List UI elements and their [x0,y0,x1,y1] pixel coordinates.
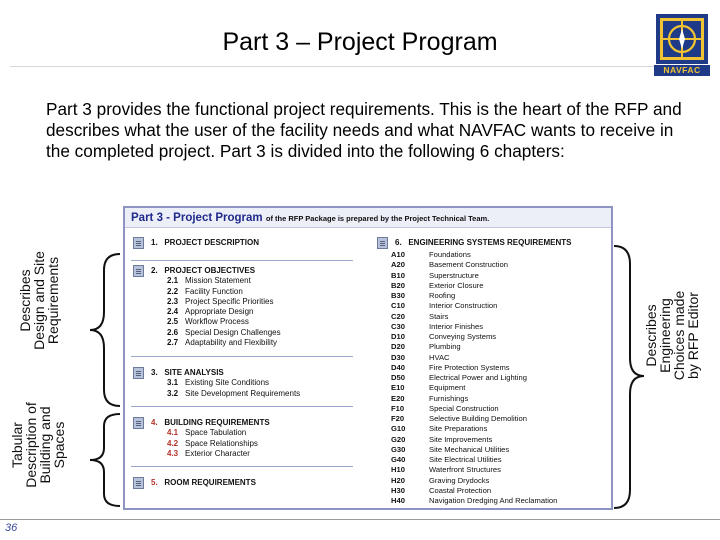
list-item: 2.7 Adaptability and Flexibility [167,338,278,348]
list-item [391,260,557,270]
list-item [391,383,557,393]
system-label: Coastal Protection [429,485,492,495]
system-label: Site Mechanical Utilities [429,444,510,454]
system-code: H20 [391,475,405,485]
system-label: Basement Construction [429,260,508,270]
list-item [391,271,557,281]
system-label: Graving Drydocks [429,475,490,485]
intro-paragraph: Part 3 provides the functional project requirements. This is the heart of the RFP and describes what the user of the facility needs and what NAVFAC wants to receive in the completed project. Part 3 is divided into the following 6 chapters: [46,99,682,161]
system-label: Conveying Systems [429,332,497,341]
system-label: Interior Construction [429,301,498,311]
list-item [391,281,557,291]
system-label: HVAC [429,352,450,362]
footer-divider [0,519,720,520]
system-code: A10 [391,250,405,259]
chapter-5: 5. ROOM REQUIREMENTS [131,478,256,488]
document-icon [133,237,144,249]
system-code: A20 [391,260,405,270]
system-code: G10 [391,424,406,434]
system-code: C30 [391,321,405,331]
document-icon [133,477,144,489]
chapter-divider [131,356,353,357]
list-item [391,332,557,342]
chapter-divider [131,466,353,467]
system-label: Interior Finishes [429,321,484,331]
system-code: C20 [391,311,405,321]
slide-title: Part 3 – Project Program [222,28,498,56]
right-brace [608,242,648,512]
list-item [391,342,557,352]
list-item: 4.2 Space Relationships [167,438,258,448]
system-label: Furnishings [429,393,469,403]
figure-header [125,208,611,228]
list-item [391,445,557,455]
chapter-1: 1. PROJECT DESCRIPTION [131,238,259,248]
system-code: D50 [391,373,405,382]
side-label-design-site: Describes Design and Site Requirements [17,251,61,350]
list-item [391,363,557,373]
list-item: 2.2 Facility Function [167,286,243,296]
page-number: 36 [5,522,18,534]
side-label-building-spaces: Tabular Description of Building and Spaces [9,402,67,488]
list-item [391,496,557,506]
list-item [391,291,557,301]
list-item: 2.6 Special Design Challenges [167,327,281,337]
list-item [391,353,557,363]
list-item: 3.2 Site Development Requirements [167,388,301,398]
system-label: Site Improvements [429,434,493,444]
chapter-3: 3. SITE ANALYSIS 3.1 Existing Site Conditions 3.2 Site Development Requirements [131,368,300,399]
list-item [391,373,557,383]
system-code: B10 [391,270,405,280]
system-code: D30 [391,352,405,362]
side-label-engineering: Describes Engineering Choices made by RFP Editor [643,290,701,381]
left-brace-bottom [86,410,126,510]
list-item [391,301,557,311]
list-item [391,312,557,322]
list-item [391,322,557,332]
system-code: H40 [391,496,405,505]
list-item [391,404,557,414]
system-label: Navigation Dredging And Reclamation [429,496,558,505]
document-icon [133,265,144,277]
system-code: F10 [391,403,405,413]
system-label: Selective Building Demolition [429,414,527,423]
system-code: B30 [391,291,405,300]
system-label: Site Electrical Utilities [429,455,502,464]
list-item: 2.1 Mission Statement [167,276,251,286]
title-divider [10,66,710,67]
chapter-2: 2. PROJECT OBJECTIVES 2.1 Mission Statement 2.2 Facility Function 2.3 Project Specific Priorities 2.4 Appropriate Design 2.5 Workflow Process 2.6 Special Design Challenges 2.7 Adaptability and Flexibility [131,266,281,348]
list-item: 4.3 Exterior Character [167,448,250,458]
navfac-logo-text: NAVFAC [654,65,710,76]
left-brace-top [86,250,126,410]
figure-header-title: Part 3 - Project Program [131,212,263,224]
system-code: H10 [391,465,405,475]
list-item [391,455,557,465]
system-code: E20 [391,393,405,403]
system-label: Site Preparations [429,424,488,434]
document-icon [133,367,144,379]
system-code: G40 [391,455,406,464]
list-item: 3.1 Existing Site Conditions [167,378,270,388]
list-item [391,424,557,434]
system-label: Special Construction [429,403,499,413]
engineering-systems-list [391,250,557,506]
list-item [391,476,557,486]
chapter-divider [131,406,353,407]
system-code: D40 [391,362,405,372]
system-label: Roofing [429,291,456,300]
system-code: C10 [391,301,405,311]
system-label: Foundations [429,250,471,259]
list-item [391,486,557,496]
list-item [391,394,557,404]
system-label: Superstructure [429,270,479,280]
list-item: 4.1 Space Tabulation [167,428,247,438]
list-item: 2.5 Workflow Process [167,317,249,327]
system-label: Fire Protection Systems [429,362,510,372]
chapter-4: 4. BUILDING REQUIREMENTS 4.1 Space Tabulation 4.2 Space Relationships 4.3 Exterior Character [131,418,270,459]
system-code: H30 [391,485,405,495]
list-item [391,465,557,475]
list-item: 2.3 Project Specific Priorities [167,296,274,306]
system-label: Stairs [429,311,449,321]
system-label: Electrical Power and Lighting [429,373,527,382]
system-code: D10 [391,332,405,341]
list-item [391,250,557,260]
system-label: Equipment [429,383,466,393]
system-label: Waterfront Structures [429,465,501,475]
list-item [391,414,557,424]
system-code: F20 [391,414,405,423]
system-label: Exterior Closure [429,280,484,290]
figure-header-subtitle: of the RFP Package is prepared by the Project Technical Team. [265,214,490,223]
chapter-divider [131,260,353,261]
document-icon [377,237,388,249]
system-code: G30 [391,444,406,454]
list-item [391,435,557,445]
list-item: 2.4 Appropriate Design [167,307,254,317]
system-code: G20 [391,434,406,444]
chapter-6: 6. ENGINEERING SYSTEMS REQUIREMENTS [375,238,571,248]
system-code: D20 [391,342,405,352]
system-code: B20 [391,280,405,290]
system-code: E10 [391,383,405,393]
document-icon [133,417,144,429]
rfp-figure [123,206,613,510]
system-label: Plumbing [429,342,461,352]
